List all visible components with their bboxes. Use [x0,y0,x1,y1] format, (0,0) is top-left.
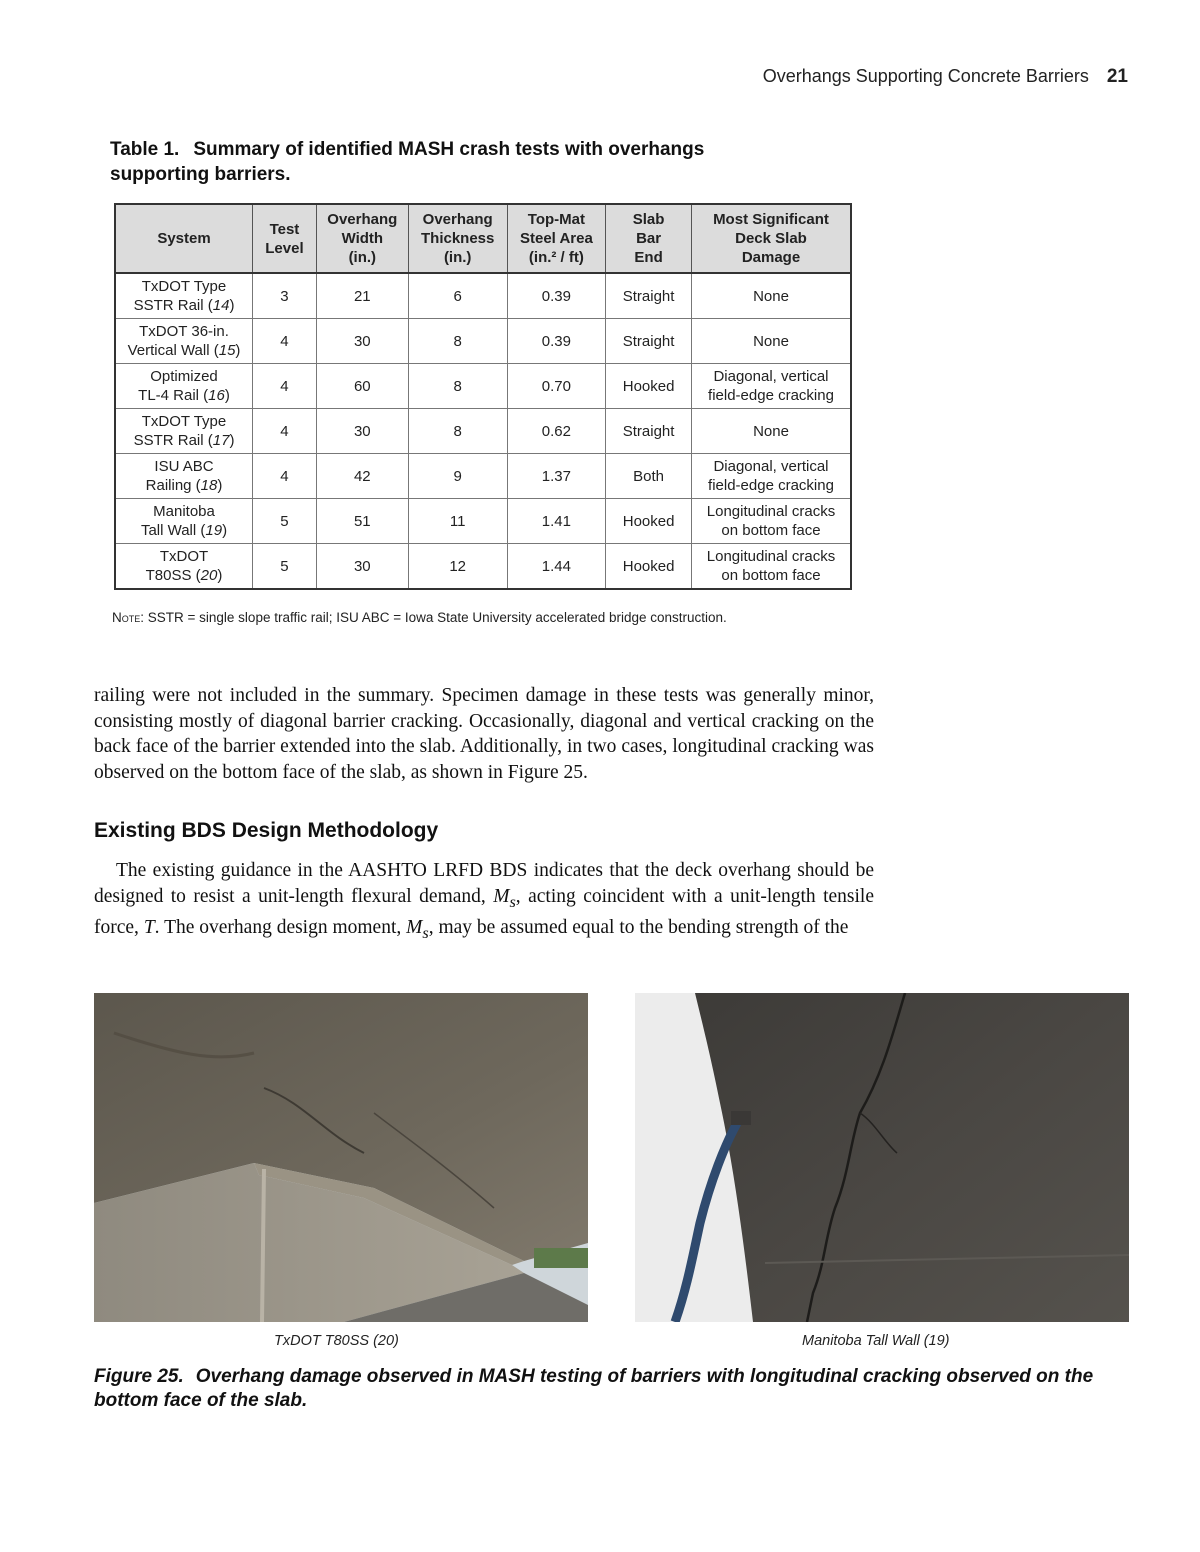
cell-thickness: 6 [408,273,507,319]
cell-test-level: 5 [253,544,317,590]
cell-steel-area: 1.37 [507,454,606,499]
cell-damage: None [691,273,851,319]
header-system: System [115,204,253,273]
cell-thickness: 12 [408,544,507,590]
cell-test-level: 4 [253,319,317,364]
cell-thickness: 8 [408,364,507,409]
table-row [115,364,851,409]
cell-damage: Longitudinal cracks on bottom face [691,499,851,544]
cell-thickness: 9 [408,454,507,499]
cell-damage: None [691,319,851,364]
running-head [763,66,1128,88]
table-title: Summary of identified MASH crash tests with overhangs supporting barriers. [110,139,705,185]
cell-damage: None [691,409,851,454]
cell-system: TxDOT 36-in. Vertical Wall (15) [115,319,253,364]
header-test-level: Test Level [253,204,317,273]
cell-bar-end: Straight [606,319,692,364]
cell-test-level: 5 [253,499,317,544]
photo-label-left: TxDOT T80SS (20) [274,1333,399,1349]
cell-system: Manitoba Tall Wall (19) [115,499,253,544]
cell-thickness: 11 [408,499,507,544]
figure-label: Figure 25. [94,1366,184,1387]
table-note [112,610,727,625]
header-overhang-thickness: Overhang Thickness (in.) [408,204,507,273]
cell-width: 21 [316,273,408,319]
cell-width: 30 [316,319,408,364]
table-row [115,499,851,544]
cell-thickness: 8 [408,319,507,364]
cell-bar-end: Hooked [606,499,692,544]
cell-bar-end: Straight [606,273,692,319]
cell-test-level: 3 [253,273,317,319]
cell-bar-end: Straight [606,409,692,454]
table-note-text: : SSTR = single slope traffic rail; ISU ABC = Iowa State University accelerated bridge construction. [140,610,727,625]
table-note-label: Note [112,610,141,625]
table-caption [110,137,770,187]
header-steel-area: Top-Mat Steel Area (in.² / ft) [507,204,606,273]
cell-steel-area: 1.41 [507,499,606,544]
cell-steel-area: 0.39 [507,273,606,319]
photo-manitoba-tall-wall [635,993,1129,1322]
cell-system: TxDOT Type SSTR Rail (14) [115,273,253,319]
cell-width: 30 [316,409,408,454]
cell-system: ISU ABC Railing (18) [115,454,253,499]
table-row [115,319,851,364]
cell-test-level: 4 [253,409,317,454]
cell-steel-area: 0.62 [507,409,606,454]
cell-thickness: 8 [408,409,507,454]
cell-bar-end: Both [606,454,692,499]
cell-width: 30 [316,544,408,590]
cell-bar-end: Hooked [606,364,692,409]
figure-caption-text: Overhang damage observed in MASH testing of barriers with longitudinal cracking observed on the bottom face of the slab. [94,1366,1094,1411]
figure-caption [94,1365,1094,1413]
table-row [115,454,851,499]
running-head-title: Overhangs Supporting Concrete Barriers [762,66,1089,86]
page-number: 21 [1106,66,1128,87]
cell-width: 51 [316,499,408,544]
table-label: Table 1. [110,139,180,160]
table-row [115,409,851,454]
cell-test-level: 4 [253,454,317,499]
paragraph-2: The existing guidance in the AASHTO LRFD BDS indicates that the deck overhang should be designed to resist a unit-length flexural demand, $M_s$, acting coincident with a unit-length tensile force, T. The overhang design moment, $M_s$, may be assumed equal to the bending strength of the [94,860,874,942]
header-damage: Most Significant Deck Slab Damage [691,204,851,273]
table-header-row [115,204,851,273]
cell-steel-area: 0.39 [507,319,606,364]
cell-system: TxDOT T80SS (20) [115,544,253,590]
photo-txdot-t80ss [94,993,588,1322]
table-row [115,544,851,590]
cell-width: 60 [316,364,408,409]
photo-label-right: Manitoba Tall Wall (19) [802,1333,950,1349]
paragraph-1: railing were not included in the summary. Specimen damage in these tests was generally minor, consisting mostly of diagonal barrier cracking. Occasionally, diagonal and vertical cracking on the back face of the barrier extended into the slab. Additionally, in two cases, longitudinal cracking was observed on the bottom face of the slab, as shown in Figure 25. [94,685,874,783]
cell-bar-end: Hooked [606,544,692,590]
cell-steel-area: 1.44 [507,544,606,590]
cell-steel-area: 0.70 [507,364,606,409]
cell-damage: Diagonal, vertical field-edge cracking [691,364,851,409]
cell-test-level: 4 [253,364,317,409]
cell-damage: Longitudinal cracks on bottom face [691,544,851,590]
section-heading: Existing BDS Design Methodology [94,819,439,842]
summary-table [114,203,852,590]
cell-damage: Diagonal, vertical field-edge cracking [691,454,851,499]
header-slab-bar-end: Slab Bar End [606,204,692,273]
header-overhang-width: Overhang Width (in.) [316,204,408,273]
cell-system: Optimized TL-4 Rail (16) [115,364,253,409]
cell-system: TxDOT Type SSTR Rail (17) [115,409,253,454]
cell-width: 42 [316,454,408,499]
table-row [115,273,851,319]
